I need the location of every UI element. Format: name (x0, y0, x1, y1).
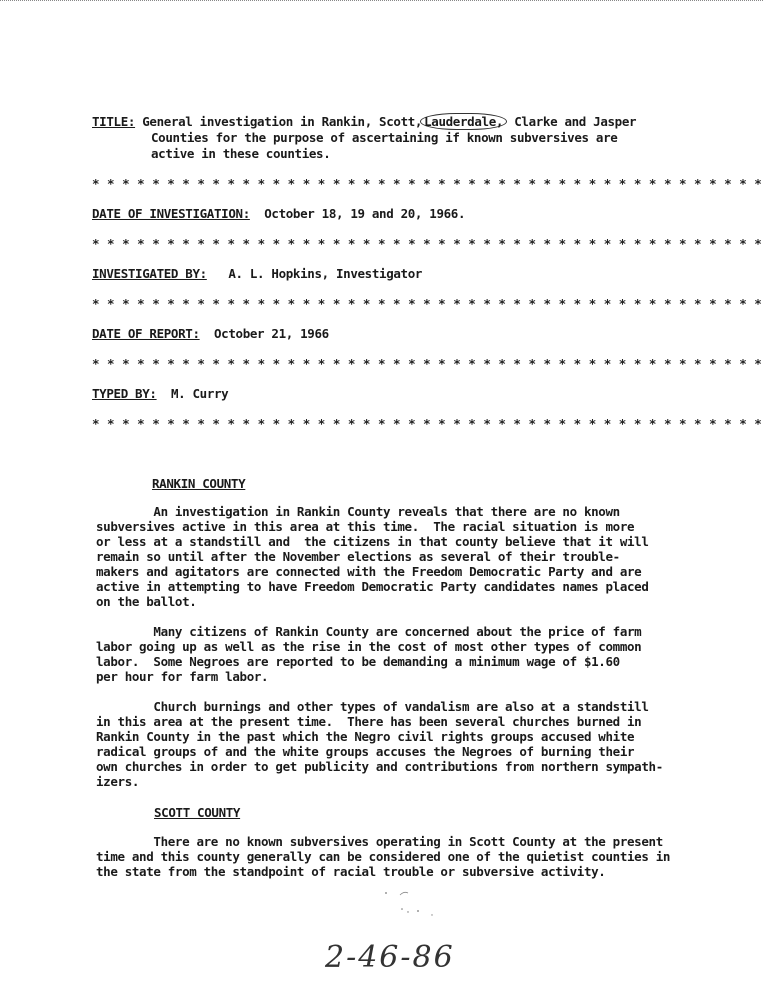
scott-p1-line: time and this county generally can be considered one of the quietist counties in (96, 849, 671, 864)
scan-specks (380, 885, 440, 925)
scott-county-heading: SCOTT COUNTY (154, 805, 241, 820)
typed-by-row (92, 386, 228, 401)
date-of-report-value: October 21, 1966 (214, 326, 329, 341)
separator-4: * * * * * * * * * * * * * * * * * * * * * * * * * * * * * * * * * * * * * * * * * * * * * (92, 356, 762, 371)
title-label: TITLE: (92, 114, 136, 129)
date-of-investigation-value: October 18, 19 and 20, 1966. (264, 206, 466, 221)
rankin-p3-line: Rankin County in the past which the Negro civil rights groups accused white (96, 729, 635, 744)
rankin-p3-line: Church burnings and other types of vandalism are also at a standstill (96, 699, 649, 714)
rankin-p2-line: labor going up as well as the rise in the cost of most other types of common (96, 639, 642, 654)
investigated-by-label: INVESTIGATED BY: (92, 266, 207, 281)
rankin-p3-line: izers. (96, 774, 140, 789)
rankin-p2-line: Many citizens of Rankin County are concerned about the price of farm (96, 624, 642, 639)
rankin-p1-line: or less at a standstill and the citizens in that county believe that it will (96, 534, 649, 549)
rankin-p3-line: own churches in order to get publicity and contributions from northern sympath- (96, 759, 663, 774)
rankin-p1-line: remain so until after the November elections as several of their trouble- (96, 549, 620, 564)
separator-5: * * * * * * * * * * * * * * * * * * * * * * * * * * * * * * * * * * * * * * * * * * * * * (92, 416, 762, 431)
investigated-by-row (92, 266, 422, 281)
title-line-3: active in these counties. (151, 146, 331, 161)
title-line-1 (92, 114, 636, 129)
title-line-2: Counties for the purpose of ascertaining if known subversives are (151, 130, 618, 145)
title-text-part1: General investigation in Rankin, Scott, (142, 114, 423, 129)
date-of-investigation-row (92, 206, 465, 221)
rankin-p1-line: makers and agitators are connected with the Freedom Democratic Party and are (96, 564, 642, 579)
rankin-p3-line: radical groups of and the white groups accuses the Negroes of burning their (96, 744, 635, 759)
rankin-p2-line: per hour for farm labor. (96, 669, 269, 684)
rankin-p1-line: active in attempting to have Freedom Democratic Party candidates names placed (96, 579, 649, 594)
title-text-part2: Clarke and Jasper (507, 114, 637, 129)
handwritten-document-number: 2-46-86 (325, 940, 455, 975)
page-top-edge (0, 0, 763, 4)
rankin-county-heading: RANKIN COUNTY (152, 476, 246, 491)
title-circled-word: Lauderdale, (420, 113, 507, 130)
separator-3: * * * * * * * * * * * * * * * * * * * * * * * * * * * * * * * * * * * * * * * * * * * * * (92, 296, 762, 311)
date-of-report-row (92, 326, 329, 341)
scott-p1-line: There are no known subversives operating in Scott County at the present (96, 834, 663, 849)
typed-by-label: TYPED BY: (92, 386, 157, 401)
rankin-p2-line: labor. Some Negroes are reported to be demanding a minimum wage of $1.60 (96, 654, 620, 669)
rankin-p3-line: in this area at the present time. There has been several churches burned in (96, 714, 642, 729)
typed-by-value: M. Curry (170, 386, 229, 401)
scott-p1-line: the state from the standpoint of racial trouble or subversive activity. (96, 864, 606, 879)
rankin-p1-line: subversives active in this area at this time. The racial situation is more (96, 519, 635, 534)
rankin-p1-line: An investigation in Rankin County reveals that there are no known (96, 504, 620, 519)
date-of-investigation-label: DATE OF INVESTIGATION: (92, 206, 250, 221)
separator-2: * * * * * * * * * * * * * * * * * * * * * * * * * * * * * * * * * * * * * * * * * * * * * (92, 236, 762, 251)
rankin-p1-line: on the ballot. (96, 594, 197, 609)
separator-1: * * * * * * * * * * * * * * * * * * * * * * * * * * * * * * * * * * * * * * * * * * * * * (92, 176, 762, 191)
investigated-by-value: A. L. Hopkins, Investigator (228, 266, 423, 281)
date-of-report-label: DATE OF REPORT: (92, 326, 200, 341)
